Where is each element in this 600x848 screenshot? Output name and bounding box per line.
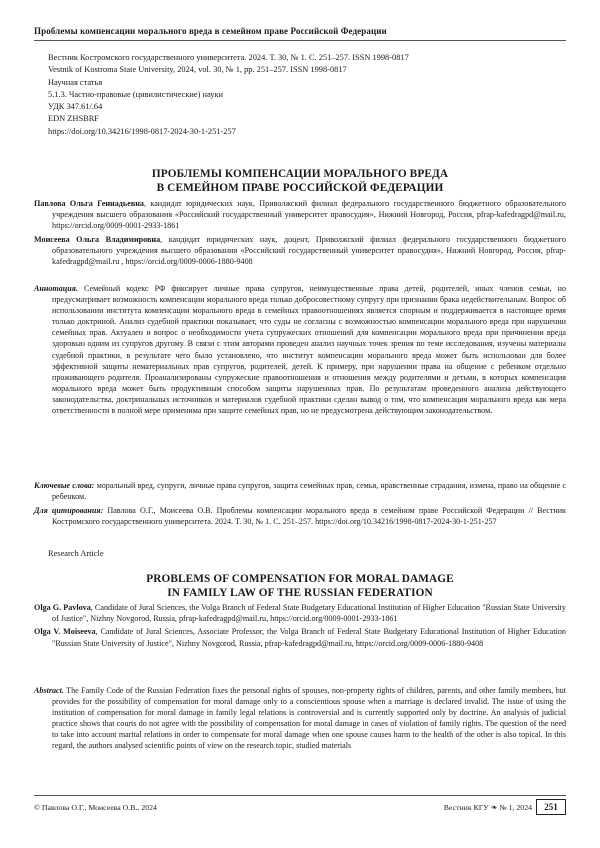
abstract-label: Abstract. xyxy=(34,686,64,695)
cite-text: Павлова О.Г., Моисеева О.В. Проблемы компенсации морального вреда в семейном праве Российской Федерации // Вестник Костромского государственного университета. 2024. Т. 30, № 1. С. 251–257. https://doi.org/10.34216/1998-0817-2024-30-1-251-257 xyxy=(52,506,566,527)
abstract-en xyxy=(34,685,566,789)
page-number: 251 xyxy=(536,799,566,815)
author-name: Olga G. Pavlova xyxy=(34,603,91,612)
authors-en xyxy=(34,602,566,651)
keywords-ru xyxy=(34,480,566,502)
author-details: , Candidate of Jural Sciences, Associate Professor, the Volga Branch of Federal State Budgetary Educational Institution of Higher Education "Russian State University of Justice", Nizhny Novgorod, Russia, pfrap-kafedragpd@mail.ru, https://orcid.org/0009-0006-1880-9408 xyxy=(52,627,566,648)
article-metadata xyxy=(48,52,409,138)
subject-code: 5.1.3. Частно-правовые (цивилистические) науки xyxy=(48,89,224,99)
abstract-text: The Family Code of the Russian Federation fixes the personal rights of spouses, non-property rights of children, parents, and other family members, but provides for the possibility of compensation for moral damage only to a conscientious spouse when a marriage is declared invalid. The issue of using the institution of compensation for moral damage in family legal relations is controversial and is currently supported only by doctrine. An analysis of judicial practice shows that courts do not agree with the possibility of compensation for moral damage in cases of violation of family rights. The question of the need to take into account marital relations in order to compensate for moral damage when one spouse causes harm to the health of the other is also topical. In this regard, the authors analysed scientific points of view on the research topic, studied materials xyxy=(52,686,566,751)
cite-label: Для цитирования: xyxy=(34,506,104,515)
abstract-ru xyxy=(34,283,566,416)
author-name: Павлова Ольга Геннадьевна xyxy=(34,199,144,208)
author-entry xyxy=(34,198,566,232)
author-details: , Candidate of Jural Sciences, the Volga Branch of Federal State Budgetary Educational Institution of Higher Education "Russian State University of Justice", Nizhny Novgorod, Russia, pfrap-kafedragpd@mail.ru, https://orcid.org/0009-0001-2933-1861 xyxy=(52,603,566,624)
author-entry xyxy=(34,602,566,624)
author-entry xyxy=(34,626,566,648)
udc-code: УДК 347.61/.64 xyxy=(48,102,103,112)
copyright-notice: © Павлова О.Г., Моисеева О.В., 2024 xyxy=(34,803,157,812)
title-en-line: PROBLEMS OF COMPENSATION FOR MORAL DAMAGE xyxy=(146,573,454,585)
article-title-en xyxy=(60,573,540,600)
abstract-text: Семейный кодекс РФ фиксирует личные права супругов, неимущественные права детей, родителей, иных членов семьи, но предусматривает возможность компенсации морального вреда только добросовестному супругу при признании брака недействительным. Вопрос об использовании института компенсации морального вреда в семейных правоотношениях является спорным и поддерживается в настоящее время только доктриной. Анализ судебной практики показывает, что суды не согласны с возможностью компенсации морального вреда при нарушении семейных прав. Актуален и вопрос о необходимости учета супружеских отношений для компенсации морального вреда при причинении вреда здоровью одним из супругов другому. В связи с этим авторами проведен анализ научных точек зрения по теме исследования, изучены материалы судебной практики, в результате чего было установлено, что институт компенсации морального вреда может быть использован для более эффективной защиты нематериальных прав супругов, родителей, детей. К примеру, при нарушении права на общение с ребенком отдельно проживающего родителя. Проанализированы супружеские правоотношения и отношения между родителями и детьми, в которых компенсация морального вреда может быть продуктивным способом защиты нарушенных прав. По результатам проведенного анализа действующего законодательства, доктринальных источников и материалов судебной практики сделан вывод о том, что компенсация морального вреда как мера ответственности в полной мере применима при защите семейных прав, но не предусмотрена действующим законодательством. xyxy=(52,284,566,416)
author-details: , кандидат юридических наук, доцент, Приволжский филиал федерального государственного бюджетного образовательного учреждения высшего образования «Российский государственный университет правосудия», Нижний Новгород, Россия, pfrap-kafedragpd@mail.ru , https://orcid.org/0009-0006-1880-9408 xyxy=(52,234,566,267)
doi-link[interactable]: https://doi.org/10.34216/1998-0817-2024-30-1-251-257 xyxy=(48,126,236,136)
citation-line-ru: Вестник Костромского государственного университета. 2024. Т. 30, № 1. С. 251–257. ISSN 1998-0817 xyxy=(48,53,409,62)
article-type-ru: Научная статья xyxy=(48,77,103,87)
edn-code: EDN ZHSBRF xyxy=(48,114,99,124)
author-name: Olga V. Moiseeva xyxy=(34,627,96,637)
author-details: , кандидат юридических наук, Приволжский филиал федерального государственного бюджетного образовательного учреждения высшего образования «Российский государственный университет правосудия», Нижний Новгород, Россия, pfrap-kafedragpd@mail.ru, https://orcid.org/0009-0001-2933-1861 xyxy=(52,199,566,231)
author-entry xyxy=(34,234,566,268)
keywords-label: Ключевые слова: xyxy=(34,481,95,490)
how-to-cite-ru xyxy=(34,505,566,527)
citation-line-en: Vestnik of Kostroma State University, 2024, vol. 30, № 1, pp. 251–257. ISSN 1998-0817 xyxy=(48,65,347,75)
title-ru-line: В СЕМЕЙНОМ ПРАВЕ РОССИЙСКОЙ ФЕДЕРАЦИИ xyxy=(156,181,444,194)
page-footer xyxy=(34,795,566,814)
journal-issue: Вестник КГУ ❧ № 1, 2024 xyxy=(443,803,532,812)
abstract-label: Аннотация. xyxy=(34,284,78,293)
running-header: Проблемы компенсации морального вреда в семейном праве Российской Федерации xyxy=(34,26,566,41)
title-ru-line: ПРОБЛЕМЫ КОМПЕНСАЦИИ МОРАЛЬНОГО ВРЕДА xyxy=(151,168,449,180)
article-type-en: Research Article xyxy=(48,549,104,558)
keywords-text: моральный вред, супруги, личные права супругов, защита семейных прав, семья, нравственные страдания, измена, право на общение с ребенком. xyxy=(52,481,567,502)
article-title-ru xyxy=(60,168,540,195)
authors-ru xyxy=(34,198,566,269)
title-en-line: IN FAMILY LAW OF THE RUSSIAN FEDERATION xyxy=(167,586,433,599)
author-name: Моисеева Ольга Владимировна xyxy=(34,234,161,244)
